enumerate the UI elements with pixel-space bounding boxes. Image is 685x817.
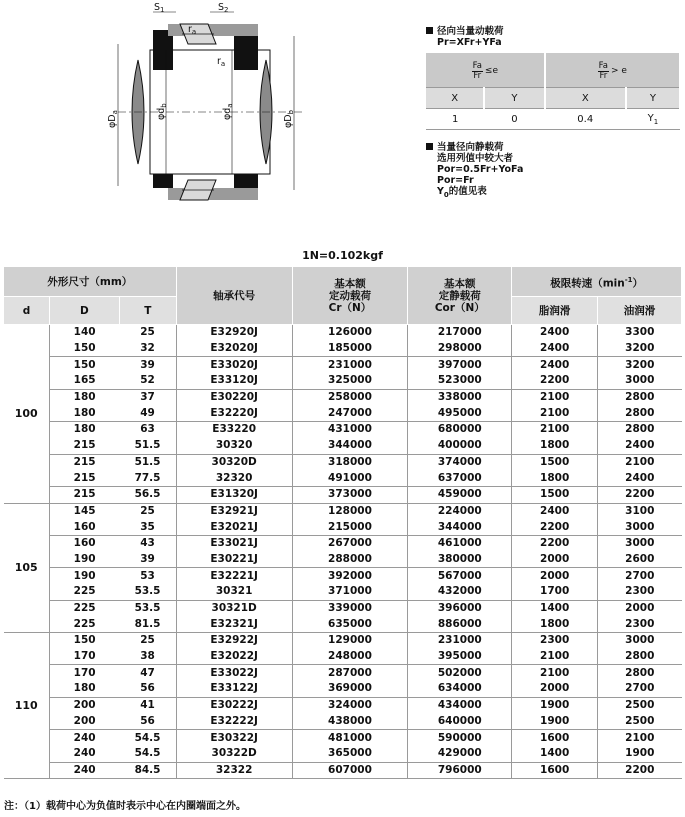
outer-diameter-cell: 150 bbox=[49, 341, 119, 357]
width-cell: 56 bbox=[119, 714, 176, 730]
static-load-cell: 680000 bbox=[408, 422, 512, 438]
dynamic-load-cell: 248000 bbox=[292, 649, 408, 665]
oil-speed-cell: 2100 bbox=[625, 455, 655, 468]
static-load-heading: 当量径向静载荷 bbox=[426, 142, 504, 153]
bearing-code-cell: E33220 bbox=[176, 422, 292, 438]
bearing-code-cell: E32021J bbox=[176, 519, 292, 535]
grease-speed-cell: 2400 bbox=[512, 341, 598, 357]
width-cell: 25 bbox=[140, 504, 155, 517]
outer-diameter-cell: 160 bbox=[73, 537, 96, 550]
grease-speed-cell: 2400 bbox=[512, 503, 598, 519]
static-load-cell: 432000 bbox=[408, 584, 512, 600]
header-code: 轴承代号 bbox=[176, 267, 292, 325]
static-line-4: $Y_0$的值见表 bbox=[437, 186, 487, 199]
width-cell: 54.5 bbox=[134, 731, 161, 744]
svg-text:S2: $S_2$ bbox=[218, 2, 229, 14]
outer-diameter-cell: 240 bbox=[49, 746, 119, 762]
oil-speed-cell: 2800 bbox=[625, 391, 655, 404]
s2-label: S bbox=[218, 2, 225, 13]
dynamic-load-cell: 126000 bbox=[292, 325, 408, 341]
static-load-cell: 397000 bbox=[408, 357, 512, 373]
outer-diameter-cell: 170 bbox=[73, 666, 96, 679]
bearing-code-cell: 30320D bbox=[176, 454, 292, 470]
dynamic-load-heading: 径向当量动载荷 bbox=[426, 26, 504, 37]
oil-speed-cell: 2400 bbox=[598, 438, 682, 454]
static-load-cell: 298000 bbox=[408, 341, 512, 357]
grease-speed-cell: 2100 bbox=[512, 649, 598, 665]
val-x1: 1 bbox=[426, 109, 484, 130]
grease-speed-cell: 1500 bbox=[512, 486, 598, 503]
oil-speed-cell: 3000 bbox=[598, 519, 682, 535]
table-row bbox=[4, 422, 682, 438]
width-cell: 52 bbox=[119, 373, 176, 389]
static-load-cell: 637000 bbox=[408, 470, 512, 486]
static-load-cell: 461000 bbox=[408, 535, 512, 551]
dynamic-load-cell: 128000 bbox=[292, 503, 408, 519]
width-cell: 53 bbox=[140, 569, 155, 582]
table-row bbox=[4, 730, 682, 746]
oil-speed-cell: 1900 bbox=[598, 746, 682, 762]
grease-speed-cell: 1400 bbox=[512, 600, 598, 616]
oil-speed-cell: 2500 bbox=[625, 699, 655, 712]
width-cell: 63 bbox=[140, 423, 155, 436]
bearing-spec-table bbox=[3, 266, 682, 779]
db-label: φd bbox=[156, 107, 167, 120]
static-line-2: Por=0.5Fr+YoFa bbox=[437, 164, 524, 175]
width-cell: 53.5 bbox=[134, 602, 161, 615]
grease-speed-cell: 1700 bbox=[512, 584, 598, 600]
grease-speed-cell: 2000 bbox=[512, 552, 598, 568]
header-cr: 基本额 定动载荷 Cr（N） bbox=[292, 267, 408, 325]
oil-speed-cell: 2300 bbox=[598, 616, 682, 632]
oil-speed-cell: 2200 bbox=[598, 486, 682, 503]
static-load-cell: 374000 bbox=[408, 454, 512, 470]
dynamic-load-cell: 635000 bbox=[292, 616, 408, 632]
outer-diameter-cell: 165 bbox=[49, 373, 119, 389]
outer-diameter-cell: 225 bbox=[49, 616, 119, 632]
bearing-code-cell: E33020J bbox=[176, 357, 292, 373]
static-load-cell: 459000 bbox=[408, 486, 512, 503]
condition-1: $\frac{Fa}{Fr}$ ≤e bbox=[426, 53, 545, 88]
static-load-cell: 523000 bbox=[408, 373, 512, 389]
bearing-code-cell: 32322 bbox=[176, 762, 292, 779]
bearing-code-cell: E32222J bbox=[176, 714, 292, 730]
grease-speed-cell: 2400 bbox=[512, 357, 598, 373]
grease-speed-cell: 1900 bbox=[512, 697, 598, 713]
bearing-code-cell: E32221J bbox=[176, 568, 292, 584]
width-cell: 84.5 bbox=[119, 762, 176, 779]
dynamic-load-cell: 373000 bbox=[292, 486, 408, 503]
dynamic-load-cell: 215000 bbox=[292, 519, 408, 535]
oil-speed-cell: 2600 bbox=[598, 552, 682, 568]
Db-label: φD bbox=[283, 114, 294, 128]
dynamic-load-cell: 607000 bbox=[292, 762, 408, 779]
width-cell: 25 bbox=[140, 326, 155, 339]
val-y1: 0 bbox=[484, 109, 544, 130]
outer-diameter-cell: 180 bbox=[49, 405, 119, 421]
width-cell: 38 bbox=[119, 649, 176, 665]
oil-speed-cell: 2100 bbox=[625, 731, 655, 744]
static-load-cell: 495000 bbox=[408, 405, 512, 421]
dynamic-load-formula: Pr=XFr+YFa bbox=[437, 37, 502, 48]
oil-speed-cell: 3000 bbox=[625, 634, 655, 647]
bearing-code-cell: E33022J bbox=[176, 665, 292, 681]
grease-speed-cell: 1800 bbox=[512, 470, 598, 486]
bearing-code-cell: E32220J bbox=[176, 405, 292, 421]
grease-speed-cell: 2400 bbox=[512, 325, 598, 341]
table-row bbox=[4, 649, 682, 665]
bearing-code-cell: E30220J bbox=[176, 389, 292, 405]
outer-diameter-cell: 170 bbox=[49, 649, 119, 665]
static-line-1: 选用列值中较大者 bbox=[437, 153, 514, 164]
width-cell: 25 bbox=[140, 634, 155, 647]
oil-speed-cell: 2500 bbox=[598, 714, 682, 730]
unit-note: 1N=0.102kgf bbox=[302, 249, 383, 262]
header-T: T bbox=[119, 297, 176, 325]
oil-speed-cell: 2800 bbox=[598, 649, 682, 665]
table-row bbox=[4, 438, 682, 454]
static-load-cell: 217000 bbox=[408, 325, 512, 341]
width-cell: 56 bbox=[119, 681, 176, 697]
da-label: φd bbox=[222, 107, 233, 120]
dynamic-load-cell: 287000 bbox=[292, 665, 408, 681]
grease-speed-cell: 2100 bbox=[512, 405, 598, 421]
val-x2: 0.4 bbox=[545, 109, 626, 130]
dynamic-load-cell: 129000 bbox=[292, 633, 408, 649]
table-row bbox=[4, 470, 682, 486]
width-cell: 54.5 bbox=[119, 746, 176, 762]
table-row bbox=[4, 519, 682, 535]
static-load-cell: 886000 bbox=[408, 616, 512, 632]
static-load-cell: 502000 bbox=[408, 665, 512, 681]
dynamic-load-cell: 318000 bbox=[292, 454, 408, 470]
outer-diameter-cell: 200 bbox=[49, 714, 119, 730]
header-cor: 基本额 定静载荷 Cor（N） bbox=[408, 267, 512, 325]
dynamic-load-cell: 438000 bbox=[292, 714, 408, 730]
grease-speed-cell: 2100 bbox=[512, 665, 598, 681]
Da-label: φD bbox=[107, 114, 118, 128]
grease-speed-cell: 2200 bbox=[512, 535, 598, 551]
dynamic-load-cell: 247000 bbox=[292, 405, 408, 421]
condition-2: $\frac{Fa}{Fr}$ > e bbox=[545, 53, 680, 88]
static-load-cell: 395000 bbox=[408, 649, 512, 665]
oil-speed-cell: 2300 bbox=[598, 584, 682, 600]
grease-speed-cell: 1900 bbox=[512, 714, 598, 730]
width-cell: 56.5 bbox=[119, 486, 176, 503]
static-load-cell: 640000 bbox=[408, 714, 512, 730]
table-row bbox=[4, 665, 682, 681]
outer-diameter-cell: 215 bbox=[49, 486, 119, 503]
bearing-code-cell: E33120J bbox=[176, 373, 292, 389]
dynamic-load-cell: 267000 bbox=[292, 535, 408, 551]
width-cell: 39 bbox=[119, 552, 176, 568]
table-row bbox=[4, 681, 682, 697]
table-row bbox=[4, 600, 682, 616]
static-load-cell: 344000 bbox=[408, 519, 512, 535]
width-cell: 35 bbox=[119, 519, 176, 535]
oil-speed-cell: 2400 bbox=[598, 470, 682, 486]
header-speed: 极限转速$(\min^{-1})$ bbox=[512, 267, 682, 297]
table-row bbox=[4, 405, 682, 421]
width-cell: 49 bbox=[119, 405, 176, 421]
header-oil: 油润滑 bbox=[598, 297, 682, 325]
width-cell: 47 bbox=[140, 666, 155, 679]
dynamic-load-cell: 288000 bbox=[292, 552, 408, 568]
width-cell: 37 bbox=[140, 391, 155, 404]
dynamic-load-cell: 431000 bbox=[292, 422, 408, 438]
svg-text:φDb: $\varphi D_b$ bbox=[283, 109, 295, 128]
outer-diameter-cell: 145 bbox=[73, 504, 96, 517]
dynamic-load-cell: 324000 bbox=[292, 697, 408, 713]
grease-speed-cell: 1400 bbox=[512, 746, 598, 762]
s1-label: S bbox=[154, 2, 161, 13]
static-load-cell: 429000 bbox=[408, 746, 512, 762]
footnote: 注：（1）载荷中心为负值时表示中心在内圈端面之外。 bbox=[4, 801, 246, 812]
header-dims: 外形尺寸（mm） bbox=[4, 267, 177, 297]
oil-speed-cell: 3200 bbox=[598, 341, 682, 357]
oil-speed-cell: 3200 bbox=[625, 358, 655, 371]
bearing-code-cell: 30321D bbox=[176, 600, 292, 616]
bearing-code-cell: E32020J bbox=[176, 341, 292, 357]
dynamic-load-cell: 325000 bbox=[292, 373, 408, 389]
width-cell: 32 bbox=[119, 341, 176, 357]
grease-speed-cell: 1500 bbox=[512, 454, 598, 470]
table-row bbox=[4, 584, 682, 600]
table-row bbox=[4, 373, 682, 389]
bearing-code-cell: 32320 bbox=[176, 470, 292, 486]
table-row bbox=[4, 746, 682, 762]
hdr-y2: Y bbox=[626, 88, 680, 109]
dynamic-load-cell: 371000 bbox=[292, 584, 408, 600]
outer-diameter-cell: 215 bbox=[73, 455, 96, 468]
hdr-x1: X bbox=[426, 88, 484, 109]
grease-speed-cell: 2100 bbox=[512, 422, 598, 438]
oil-speed-cell: 2000 bbox=[625, 602, 655, 615]
static-load-cell: 434000 bbox=[408, 697, 512, 713]
bearing-code-cell: E32022J bbox=[176, 649, 292, 665]
header-d: d bbox=[4, 297, 50, 325]
bore-diameter-cell: 110 bbox=[4, 633, 50, 779]
table-row bbox=[4, 714, 682, 730]
grease-speed-cell: 2000 bbox=[512, 681, 598, 697]
table-row bbox=[4, 633, 682, 649]
grease-speed-cell: 1600 bbox=[512, 730, 598, 746]
width-cell: 81.5 bbox=[119, 616, 176, 632]
table-row bbox=[4, 341, 682, 357]
outer-diameter-cell: 140 bbox=[73, 326, 96, 339]
table-row bbox=[4, 762, 682, 779]
grease-speed-cell: 1800 bbox=[512, 616, 598, 632]
outer-diameter-cell: 160 bbox=[49, 519, 119, 535]
svg-text:ra: $r_a$ bbox=[217, 56, 226, 68]
ra-top-label: r bbox=[188, 24, 192, 35]
oil-speed-cell: 2700 bbox=[598, 681, 682, 697]
grease-speed-cell: 1600 bbox=[512, 762, 598, 779]
static-load-cell: 634000 bbox=[408, 681, 512, 697]
svg-text:S1: $S_1$ bbox=[154, 2, 165, 14]
bearing-code-cell: E30221J bbox=[176, 552, 292, 568]
dynamic-load-cell: 491000 bbox=[292, 470, 408, 486]
svg-text:φdb: $\varphi d_b$ bbox=[156, 103, 168, 120]
oil-speed-cell: 2800 bbox=[625, 666, 655, 679]
bore-diameter-cell: 105 bbox=[4, 503, 50, 633]
grease-speed-cell: 2300 bbox=[512, 633, 598, 649]
static-load-cell: 396000 bbox=[408, 600, 512, 616]
bearing-code-cell: E30322J bbox=[176, 730, 292, 746]
oil-speed-cell: 2700 bbox=[625, 569, 655, 582]
grease-speed-cell: 2200 bbox=[512, 373, 598, 389]
outer-diameter-cell: 180 bbox=[73, 423, 96, 436]
bearing-code-cell: E30222J bbox=[176, 697, 292, 713]
oil-speed-cell: 3000 bbox=[625, 537, 655, 550]
svg-text:φDa: $\varphi D_a$ bbox=[107, 110, 119, 128]
val-y2: $Y_1$ bbox=[626, 109, 680, 130]
bearing-code-cell: 30320 bbox=[176, 438, 292, 454]
grease-speed-cell: 2100 bbox=[512, 389, 598, 405]
bullet-square-icon bbox=[426, 27, 433, 34]
grease-speed-cell: 1800 bbox=[512, 438, 598, 454]
dynamic-load-cell: 392000 bbox=[292, 568, 408, 584]
bearing-code-cell: E32921J bbox=[176, 503, 292, 519]
table-row bbox=[4, 535, 682, 551]
static-line-3: Por=Fr bbox=[437, 175, 474, 186]
static-load-cell: 400000 bbox=[408, 438, 512, 454]
width-cell: 41 bbox=[140, 699, 155, 712]
width-cell: 53.5 bbox=[119, 584, 176, 600]
outer-diameter-cell: 225 bbox=[73, 602, 96, 615]
table-row bbox=[4, 568, 682, 584]
outer-diameter-cell: 150 bbox=[73, 358, 96, 371]
bullet-square-icon bbox=[426, 143, 433, 150]
bearing-code-cell: E32922J bbox=[176, 633, 292, 649]
outer-diameter-cell: 240 bbox=[49, 762, 119, 779]
dynamic-load-cell: 365000 bbox=[292, 746, 408, 762]
bearing-code-cell: 30322D bbox=[176, 746, 292, 762]
table-row bbox=[4, 454, 682, 470]
static-load-cell: 338000 bbox=[408, 389, 512, 405]
static-load-cell: 796000 bbox=[408, 762, 512, 779]
static-load-cell: 567000 bbox=[408, 568, 512, 584]
dynamic-load-cell: 185000 bbox=[292, 341, 408, 357]
bearing-code-cell: E33122J bbox=[176, 681, 292, 697]
width-cell: 43 bbox=[140, 537, 155, 550]
hdr-y1: Y bbox=[484, 88, 544, 109]
grease-speed-cell: 2200 bbox=[512, 519, 598, 535]
bearing-code-cell: 30321 bbox=[176, 584, 292, 600]
table-row bbox=[4, 697, 682, 713]
load-factor-table bbox=[426, 53, 681, 130]
static-load-cell: 590000 bbox=[408, 730, 512, 746]
oil-speed-cell: 3300 bbox=[625, 326, 655, 339]
header-grease: 脂润滑 bbox=[512, 297, 598, 325]
oil-speed-cell: 3100 bbox=[625, 504, 655, 517]
table-row bbox=[4, 503, 682, 519]
outer-diameter-cell: 240 bbox=[73, 731, 96, 744]
table-row bbox=[4, 389, 682, 405]
outer-diameter-cell: 150 bbox=[73, 634, 96, 647]
ra-mid-label: r bbox=[217, 56, 221, 67]
dynamic-load-cell: 258000 bbox=[292, 389, 408, 405]
outer-diameter-cell: 180 bbox=[49, 681, 119, 697]
outer-diameter-cell: 180 bbox=[73, 391, 96, 404]
bearing-code-cell: E32920J bbox=[176, 325, 292, 341]
outer-diameter-cell: 200 bbox=[73, 699, 96, 712]
static-load-cell: 380000 bbox=[408, 552, 512, 568]
outer-diameter-cell: 215 bbox=[49, 438, 119, 454]
bearing-code-cell: E32321J bbox=[176, 616, 292, 632]
grease-speed-cell: 2000 bbox=[512, 568, 598, 584]
width-cell: 77.5 bbox=[119, 470, 176, 486]
oil-speed-cell: 2800 bbox=[598, 405, 682, 421]
bearing-mounting-diagram bbox=[98, 0, 320, 215]
static-load-cell: 224000 bbox=[408, 503, 512, 519]
table-row bbox=[4, 616, 682, 632]
oil-speed-cell: 2800 bbox=[625, 423, 655, 436]
width-cell: 51.5 bbox=[134, 455, 161, 468]
outer-diameter-cell: 215 bbox=[49, 470, 119, 486]
dynamic-load-cell: 231000 bbox=[292, 357, 408, 373]
dynamic-load-cell: 369000 bbox=[292, 681, 408, 697]
hdr-x2: X bbox=[545, 88, 626, 109]
static-load-cell: 231000 bbox=[408, 633, 512, 649]
width-cell: 51.5 bbox=[119, 438, 176, 454]
dynamic-load-cell: 481000 bbox=[292, 730, 408, 746]
table-row bbox=[4, 357, 682, 373]
oil-speed-cell: 3000 bbox=[598, 373, 682, 389]
bearing-code-cell: E31320J bbox=[176, 486, 292, 503]
svg-text:φda: $\varphi d_a$ bbox=[222, 103, 234, 120]
dynamic-load-cell: 344000 bbox=[292, 438, 408, 454]
outer-diameter-cell: 190 bbox=[73, 569, 96, 582]
table-row bbox=[4, 325, 682, 341]
table-row bbox=[4, 486, 682, 503]
table-row bbox=[4, 552, 682, 568]
header-D: D bbox=[49, 297, 119, 325]
bore-diameter-cell: 100 bbox=[4, 325, 50, 504]
svg-text:ra: $r_a$ bbox=[188, 24, 197, 36]
dynamic-load-cell: 339000 bbox=[292, 600, 408, 616]
oil-speed-cell: 2200 bbox=[598, 762, 682, 779]
outer-diameter-cell: 190 bbox=[49, 552, 119, 568]
width-cell: 39 bbox=[140, 358, 155, 371]
outer-diameter-cell: 225 bbox=[49, 584, 119, 600]
bearing-code-cell: E33021J bbox=[176, 535, 292, 551]
